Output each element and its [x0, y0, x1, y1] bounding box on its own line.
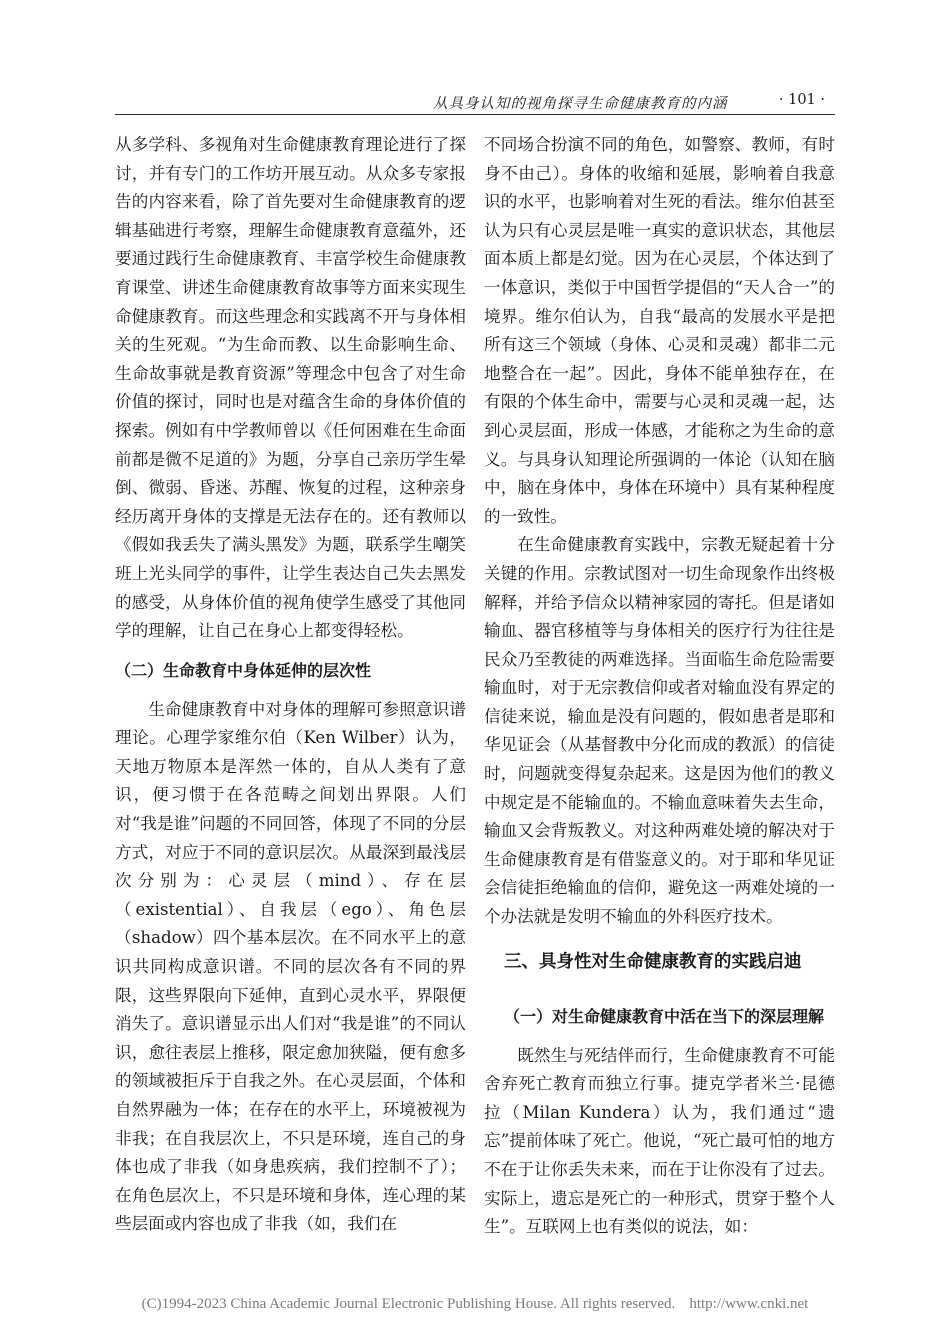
- running-title: 从具身认知的视角探寻生命健康教育的内涵: [433, 96, 728, 112]
- left-paragraph-2: 生命健康教育中对身体的理解可参照意识谱理论。心理学家维尔伯（Ken Wilber）认为，天地万物原本是浑然一体的，自从人类有了意识，便习惯于在各范畴之间划出界限。人们对“我是谁”问题的不同回答，体现了不同的分层方式，对应于不同的意识层次。从最深到最浅层次分别为：心灵层（mind）、存在层（existential）、自我层（ego）、角色层（shadow）四个基本层次。在不同水平上的意识共同构成意识谱。不同的层次各有不同的界限，这些界限向下延伸，直到心灵水平，界限便消失了。意识谱显示出人们对“我是谁”的不同认识，愈往表层上推移，限定愈加狭隘，便有愈多的领域被拒斥于自我之外。在心灵层面，个体和自然界融为一体；在存在的水平上，环境被视为非我；在自我层次上，不只是环境，连自己的身体也成了非我（如身患疾病，我们控制不了）；在角色层次上，不只是环境和身体，连心理的某些层面或内容也成了非我（如，我们在: [115, 699, 466, 1234]
- header-rule: [115, 114, 835, 115]
- right-paragraph-1: 不同场合扮演不同的角色，如警察、教师，有时身不由己）。身体的收缩和延展，影响着自我意识的水平，也影响着对生死的看法。维尔伯甚至认为只有心灵层是唯一真实的意识状态，其他层面本质上都是幻觉。因为在心灵层，个体达到了一体意识，类似于中国哲学提倡的“天人合一”的境界。维尔伯认为，自我“最高的发展水平是把所有这三个领域（身体、心灵和灵魂）都非二元地整合在一起”。因此，身体不能单独存在，在有限的个体生命中，需要与心灵和灵魂一起，达到心灵层面，形成一体感，才能称之为生命的意义。与具身认知理论所强调的一体论（认知在脑中，脑在身体中，身体在环境中）具有某种程度的一致性。: [484, 135, 835, 526]
- copyright-text: (C)1994-2023 China Academic Journal Electronic Publishing House. All rights reserved.: [141, 1296, 676, 1312]
- right-column: [484, 131, 835, 1242]
- section-subheading-3-1: （一）对生命健康教育中活在当下的深层理解: [504, 1006, 825, 1026]
- running-header: [115, 90, 835, 116]
- copyright-footer: [0, 1296, 950, 1313]
- right-paragraph-2: 在生命健康教育实践中，宗教无疑起着十分关键的作用。宗教试图对一切生命现象作出终极解释，并给予信众以精神家园的寄托。但是诸如输血、器官移植等与身体相关的医疗行为往往是民众乃至教徒的两难选择。当面临生命危险需要输血时，对于无宗教信仰或者对输血没有界定的信徒来说，输血是没有问题的，假如患者是耶和华见证会（从基督教中分化而成的教派）的信徒时，问题就变得复杂起来。这是因为他们的教义中规定是不能输血的。不输血意味着失去生命，输血又会背叛教义。对这种两难处境的解决对于生命健康教育是有借鉴意义的。对于耶和华见证会信徒拒绝输血的信仰，避免这一两难处境的一个办法就是发明不输血的外科医疗技术。: [484, 535, 835, 927]
- cnki-url[interactable]: http://www.cnki.net: [689, 1296, 809, 1312]
- section-subheading-2: （二）生命教育中身体延伸的层次性: [115, 660, 372, 680]
- right-paragraph-3: 既然生与死结伴而行，生命健康教育不可能舍弃死亡教育而独立行事。捷克学者米兰·昆德拉（Milan Kundera）认为，我们通过“遗忘”提前体味了死亡。他说，“死亡最可怕的地方不在于让你丢失未来，而在于让你没有了过去。实际上，遗忘是死亡的一种形式，贯穿于整个人生”。互联网上也有类似的说法，如：: [484, 1045, 835, 1237]
- left-paragraph-1: 从多学科、多视角对生命健康教育理论进行了探讨，并有专门的工作坊开展互动。从众多专家报告的内容来看，除了首先要对生命健康教育的逻辑基础进行考察，理解生命健康教育意蕴外，还要通过践行生命健康教育、丰富学校生命健康教育课堂、讲述生命健康教育故事等方面来实现生命健康教育。而这些理念和实践离不开与身体相关的生死观。“为生命而教、以生命影响生命、生命故事就是教育资源”等理念中包含了对生命价值的探讨，同时也是对蕴含生命的身体价值的探索。例如有中学教师曾以《任何困难在生命面前都是微不足道的》为题，分享自己亲历学生晕倒、微弱、昏迷、苏醒、恢复的过程，这种亲身经历离开身体的支撑是无法存在的。还有教师以《假如我丢失了满头黑发》为题，联系学生嘲笑班上光头同学的事件，让学生表达自己失去黑发的感受，从身体价值的视角使学生感受了其他同学的理解，让自己在身心上都变得轻松。: [115, 135, 466, 641]
- left-column: [115, 131, 466, 1239]
- section-heading-3: 三、具身性对生命健康教育的实践启迪: [504, 951, 802, 972]
- page-number: · 101 ·: [778, 92, 825, 108]
